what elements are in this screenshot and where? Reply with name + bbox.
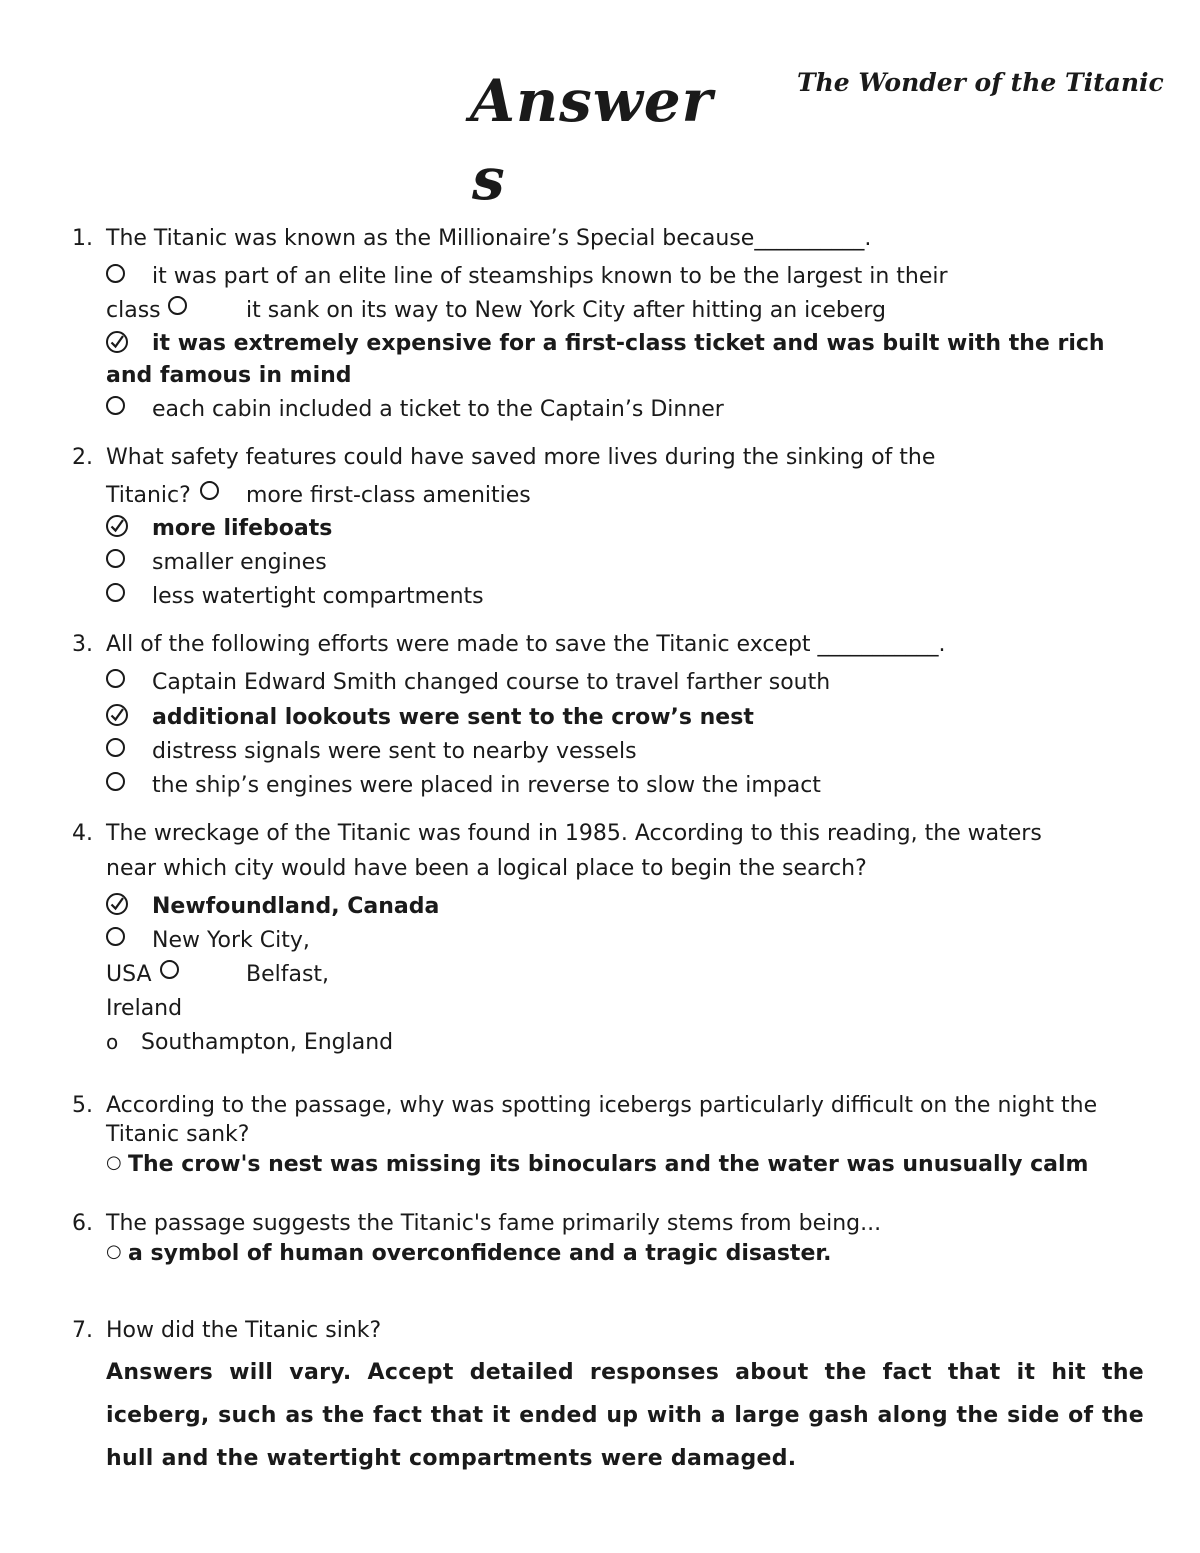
radio-checked-icon: [105, 514, 129, 538]
question-4-text-line1: The wreckage of the Titanic was found in 1985. According to this reading, the waters: [106, 821, 1042, 846]
question-7-number: 7.: [72, 1318, 93, 1343]
question-5-number: 5.: [72, 1093, 93, 1118]
question-6-number: 6.: [72, 1211, 93, 1236]
radio-empty-icon: [106, 264, 125, 283]
q7-answer: Answers will vary. Accept detailed responses about the fact that it hit the iceberg, such as the fact that it ended up with a large gash along the side of the hull and the watertight compartments were damaged.: [106, 1360, 1144, 1471]
q1-option-c-line2: and famous in mind: [106, 363, 352, 388]
radio-empty-icon: [200, 481, 219, 500]
page-title-line-2: s: [472, 145, 506, 213]
q2-option-d: less watertight compartments: [152, 584, 484, 609]
q3-option-c: distress signals were sent to nearby vessels: [152, 739, 637, 764]
radio-checked-icon: [105, 703, 129, 727]
radio-checked-icon: [105, 892, 129, 916]
radio-empty-icon: [106, 669, 125, 688]
q1-option-a-line1: it was part of an elite line of steamships known to be the largest in their: [152, 264, 948, 289]
question-3-number: 3.: [72, 632, 93, 657]
radio-empty-icon: [106, 738, 125, 757]
radio-empty-icon: [106, 772, 125, 791]
radio-empty-icon: [168, 296, 187, 315]
radio-empty-icon: [106, 927, 125, 946]
q2-option-a: more first-class amenities: [246, 483, 531, 508]
question-2-text-line1: What safety features could have saved more lives during the sinking of the: [106, 445, 936, 470]
q1-option-a-line2: class: [106, 298, 161, 323]
q4-option-b-line2: USA: [106, 962, 152, 987]
question-6-text: The passage suggests the Titanic's fame primarily stems from being...: [106, 1211, 882, 1236]
q1-option-d: each cabin included a ticket to the Captain’s Dinner: [152, 397, 724, 422]
q4-option-d-bullet: o: [106, 1030, 119, 1054]
radio-empty-icon: [160, 960, 179, 979]
radio-empty-icon: [106, 396, 125, 415]
q4-option-c-line2: Ireland: [106, 996, 183, 1021]
question-5-text-line2: Titanic sank?: [106, 1122, 250, 1147]
document-subtitle: The Wonder of the Titanic: [797, 68, 1164, 97]
radio-checked-icon: [105, 330, 129, 354]
page-title-line-1: Answer: [470, 67, 714, 135]
q4-option-b-line1: New York City,: [152, 928, 310, 953]
q3-option-d: the ship’s engines were placed in reverse to slow the impact: [152, 773, 821, 798]
question-4-number: 4.: [72, 821, 93, 846]
question-7-text: How did the Titanic sink?: [106, 1318, 382, 1343]
q1-option-b: it sank on its way to New York City after hitting an iceberg: [246, 298, 886, 323]
question-1-text: The Titanic was known as the Millionaire’s Special because__________.: [106, 226, 872, 251]
q3-option-b: additional lookouts were sent to the crow’s nest: [152, 705, 754, 730]
radio-empty-icon: [106, 549, 125, 568]
question-2-number: 2.: [72, 445, 93, 470]
q2-option-c: smaller engines: [152, 550, 327, 575]
question-3-text: All of the following efforts were made to save the Titanic except ___________.: [106, 632, 946, 657]
q1-option-c-line1: it was extremely expensive for a first-class ticket and was built with the rich: [152, 331, 1105, 356]
q4-option-c-line1: Belfast,: [246, 962, 330, 987]
q4-option-a: Newfoundland, Canada: [152, 894, 440, 919]
question-5-text-line1: According to the passage, why was spotting icebergs particularly difficult on the night the: [106, 1093, 1098, 1118]
question-4-text-line2: near which city would have been a logical place to begin the search?: [106, 856, 867, 881]
q5-answer-bullet: ○: [106, 1152, 122, 1173]
question-2-text-line2: Titanic?: [106, 483, 191, 508]
q5-answer: The crow's nest was missing its binoculars and the water was unusually calm: [128, 1152, 1089, 1177]
question-1-number: 1.: [72, 226, 93, 251]
q4-option-d: Southampton, England: [141, 1030, 394, 1055]
q2-option-b: more lifeboats: [152, 516, 333, 541]
radio-empty-icon: [106, 583, 125, 602]
q6-answer-bullet: ○: [106, 1241, 122, 1262]
q3-option-a: Captain Edward Smith changed course to travel farther south: [152, 670, 831, 695]
q6-answer: a symbol of human overconfidence and a tragic disaster.: [128, 1241, 832, 1266]
